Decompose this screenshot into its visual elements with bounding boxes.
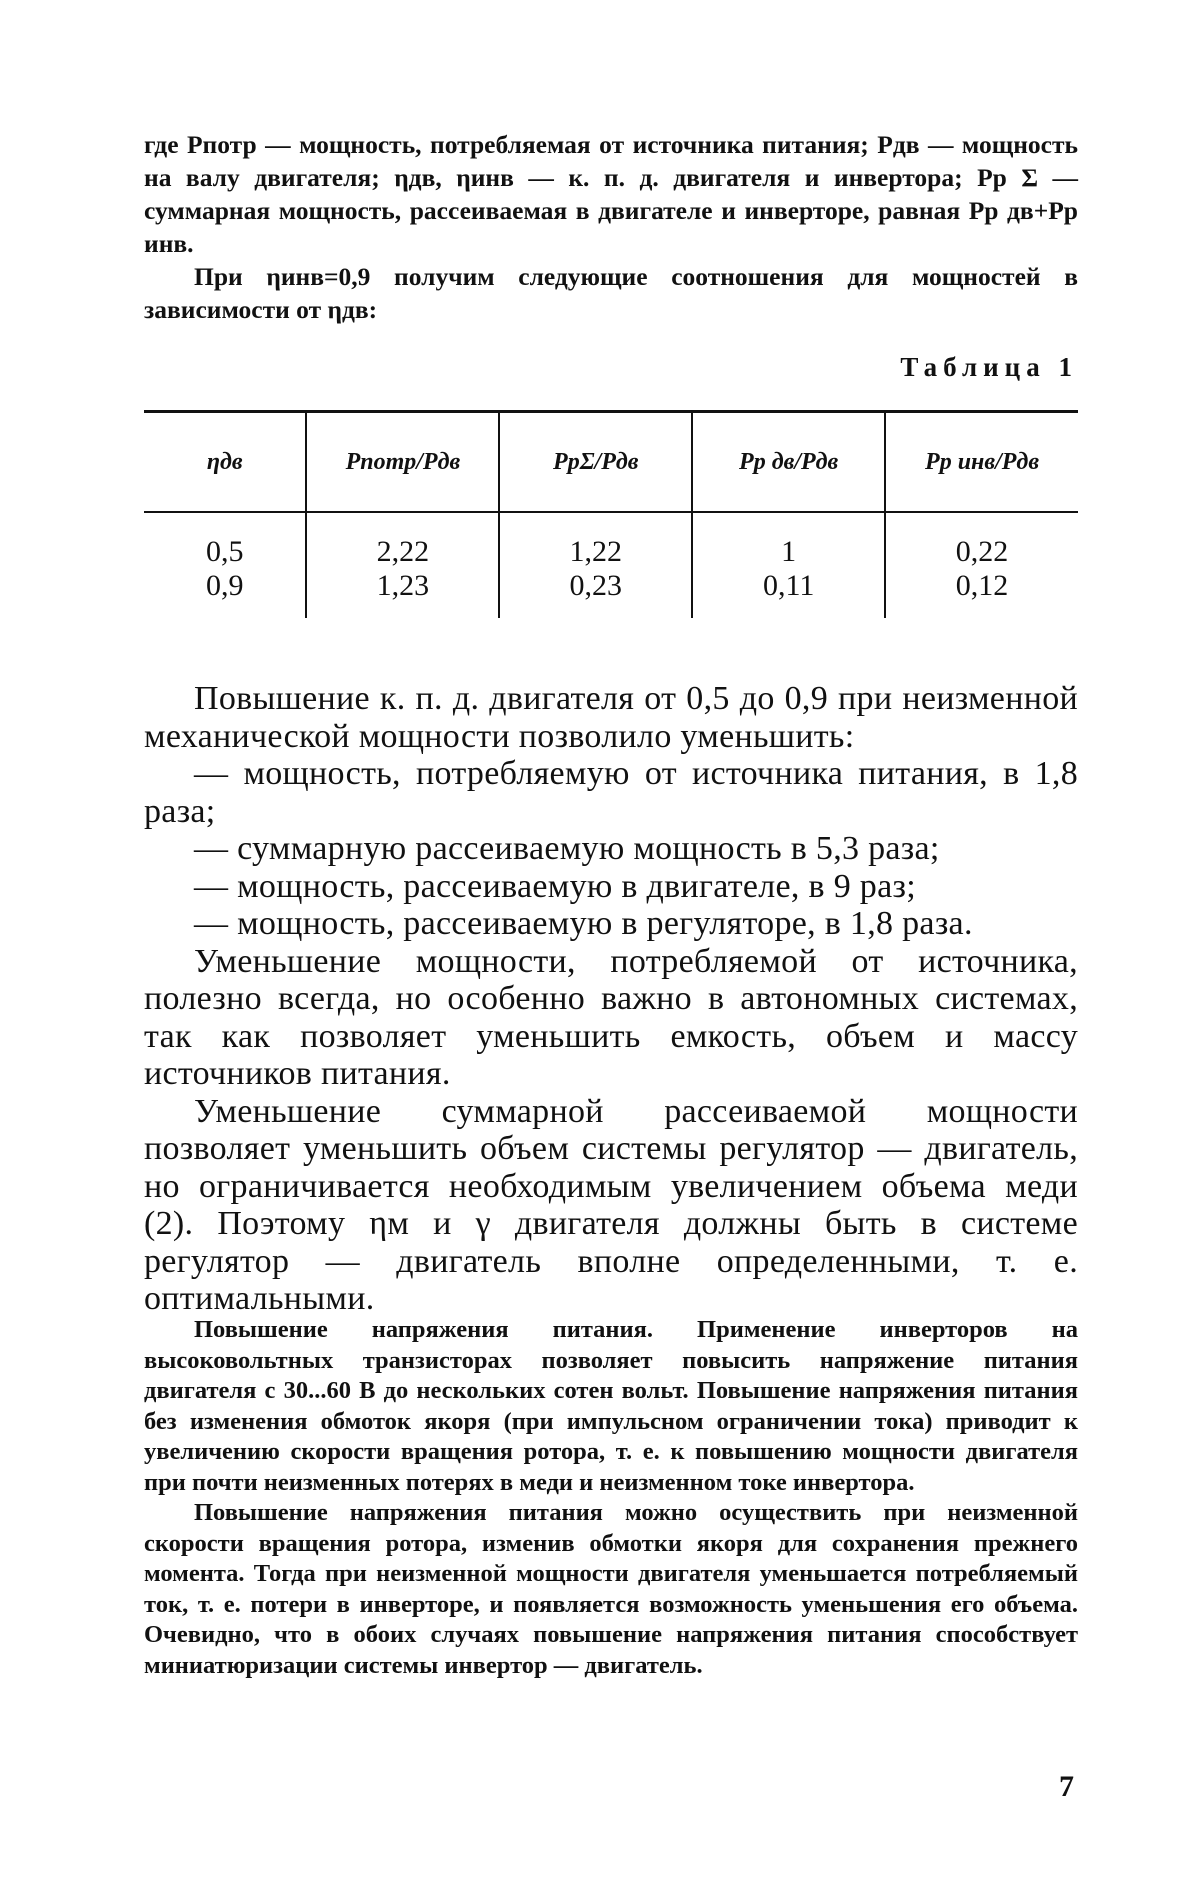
section-block (144, 1315, 1078, 1681)
section-paragraph-2: Повышение напряжения питания можно осуществить при неизменной скорости вращения ротора, изменив обмотки якоря для сохранения прежнего момента. Тогда при неизменной мощности двигателя уменьшается потребляемый ток, т. е. потери в инверторе, и появляется возможность уменьшения его объема. Очевидно, что в обоих случаях повышение напряжения питания способствует миниатюризации системы инвертор — двигатель. (144, 1499, 1078, 1679)
intro-paragraph-2: При ηинв=0,9 получим следующие соотношения для мощностей в зависимости от ηдв: (144, 262, 1078, 324)
data-table (144, 410, 1078, 618)
intro-paragraph-1: где Pпотр — мощность, потребляемая от источника питания; Pдв — мощность на валу двигателя; ηдв, ηинв — к. п. д. двигателя и инвертора; Pр Σ — суммарная мощность, рассеиваемая в двигателе и инверторе, равная Pр дв+Pр инв. (144, 130, 1078, 258)
list-item: — суммарную рассеиваемую мощность в 5,3 раза; (194, 830, 940, 867)
table-cell (306, 512, 499, 618)
table-row (144, 512, 1078, 618)
section-paragraph-1-text: Применение инверторов на высоковольтных транзисторах позволяет повысить напряжение питания двигателя с 30...60 В до нескольких сотен вольт. Повышение напряжения питания без изменения обмоток якоря (при импульсном ограничении тока) приводит к увеличению скорости вращения ротора, т. е. к повышению мощности двигателя при почти неизменных потерях в меди и неизменном токе инвертора. (144, 1316, 1078, 1496)
list-item: — мощность, рассеиваемую в двигателе, в 9 раз; (194, 867, 916, 905)
page-number: 7 (1059, 1770, 1074, 1803)
section-paragraph-1 (144, 1315, 1078, 1498)
section-heading: Повышение напряжения питания. (194, 1316, 654, 1343)
main-text-block (144, 680, 1078, 1318)
table-cell (885, 512, 1078, 618)
list-item: — мощность, потребляемую от источника питания, в 1,8 раза; (144, 755, 1078, 830)
main-paragraph-3: Уменьшение суммарной рассеиваемой мощности позволяет уменьшить объем системы регулятор — двигатель, но ограничивается необходимым увеличением объема меди (2). Поэтому ηм и γ двигателя должны быть в системе регулятор — двигатель вполне определенными, т. е. оптимальными. (144, 1092, 1078, 1317)
table-header-cell: PpΣ/Pдв (499, 412, 692, 513)
table-value: 0,5 (205, 535, 244, 568)
table-cell (499, 512, 692, 618)
list-item: — мощность, рассеиваемую в регуляторе, в 1,8 раза. (194, 905, 973, 942)
table-cell (144, 512, 306, 618)
table-value: 0,9 (205, 569, 244, 602)
table-header-cell: Pр дв/Pдв (692, 412, 885, 513)
table-header-cell: Pпотр/Pдв (306, 412, 499, 513)
table-cell (692, 512, 885, 618)
table-header-cell: Pр инв/Pдв (885, 412, 1078, 513)
table-value: 0,23 (569, 569, 623, 602)
table-value: 1 (781, 535, 797, 568)
table-value: 1,22 (569, 535, 623, 568)
table-caption: Таблица 1 (900, 352, 1078, 382)
intro-block (144, 128, 1078, 326)
main-paragraph-1: Повышение к. п. д. двигателя от 0,5 до 0,9 при неизменной механической мощности позволило уменьшить: (144, 680, 1078, 755)
table-header-row (144, 412, 1078, 513)
table-header-cell: ηдв (144, 412, 306, 513)
main-paragraph-2: Уменьшение мощности, потребляемой от источника, полезно всегда, но особенно важно в автономных системах, так как позволяет уменьшить емкость, объем и массу источников питания. (144, 942, 1078, 1092)
table-value: 0,22 (955, 535, 1009, 568)
table-value: 0,12 (955, 569, 1009, 602)
table-value: 1,23 (376, 569, 430, 602)
table-value: 0,11 (762, 569, 815, 602)
table-value: 2,22 (376, 535, 430, 568)
